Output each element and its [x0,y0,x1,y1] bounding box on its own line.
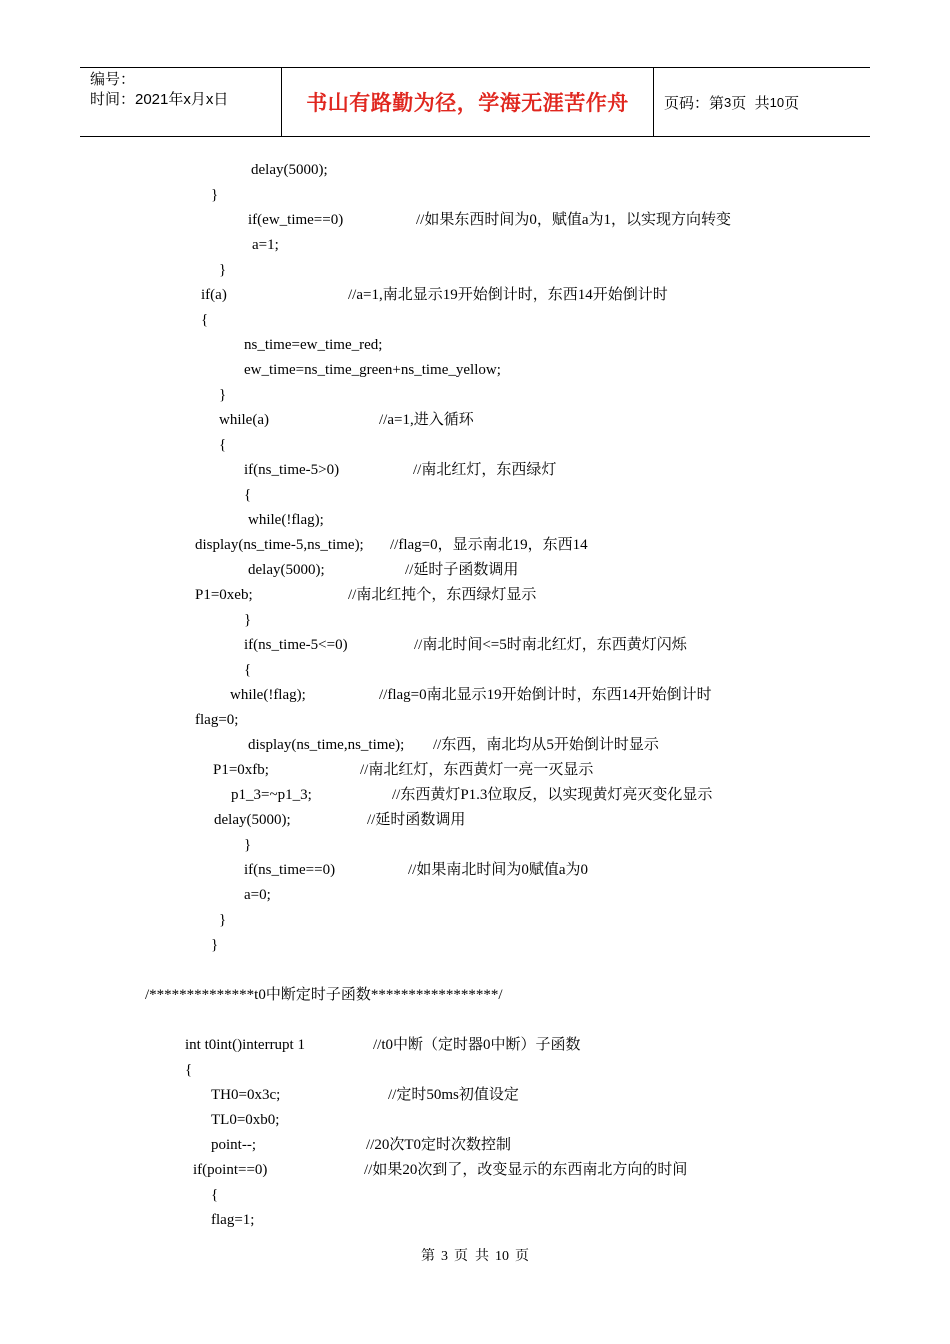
code-line [211,1185,218,1205]
code-text: } [219,912,227,928]
code-comment: //t0中断（定时器0中断）子函数 [373,1037,581,1053]
code-line [248,560,325,580]
code-text: flag=0; [195,712,239,728]
code-comment: //flag=0南北显示19开始倒计时，东西14开始倒计时 [379,687,712,703]
code-line [244,460,339,480]
page-suffix: 页 [784,94,800,112]
header-meta [80,68,282,136]
code-comment: //20次T0定时次数控制 [366,1137,511,1153]
code-line [244,335,382,355]
code-comment: //东西，南北均从5开始倒计时显示 [433,737,659,753]
code-line [195,585,253,605]
code-text: while(!flag); [230,687,306,703]
code-line [211,1210,254,1230]
code-line [219,260,226,280]
code-text: while(a) [219,412,269,428]
code-line [195,535,364,555]
code-text: { [185,1062,193,1078]
code-text: delay(5000); [251,162,328,178]
footer-prefix: 第 [421,1249,435,1264]
code-text: ew_time=ns_time_green+ns_time_yellow; [244,362,501,378]
code-text: { [219,437,227,453]
code-comment: //延时函数调用 [367,812,466,828]
footer-total: 10 [495,1249,509,1264]
code-line [252,235,279,255]
code-text: if(ns_time-5<=0) [244,637,348,653]
footer-mid: 页 共 [454,1249,489,1264]
code-text: int t0int()interrupt 1 [185,1037,305,1053]
code-comment: //如果南北时间为0赋值a为0 [408,862,588,878]
code-line [195,710,238,730]
code-text: if(ew_time==0) [248,212,344,228]
code-line [211,1085,280,1105]
code-line [211,185,218,205]
code-comment: //a=1,南北显示19开始倒计时，东西14开始倒计时 [348,287,668,303]
code-text: } [219,387,227,403]
code-line [244,635,348,655]
code-text: { [201,312,209,328]
code-line [185,1035,305,1055]
number-label: 编号： [90,71,136,88]
code-text: /**************t0中断定时子函数*****************/ [145,987,503,1003]
time-label: 时间：2021年x月x日 [90,91,229,108]
code-text: } [211,187,219,203]
code-text: flag=1; [211,1212,255,1228]
code-text: a=0; [244,887,271,903]
code-line [219,410,269,430]
code-line [211,1135,256,1155]
code-line [248,735,404,755]
page-total: 10 [769,94,785,110]
footer-suffix: 页 [515,1249,529,1264]
code-text: ns_time=ew_time_red; [244,337,383,353]
code-text: display(ns_time,ns_time); [248,737,405,753]
code-comment: //南北时间<=5时南北红灯，东西黄灯闪烁 [414,637,687,653]
footer-page: 3 [441,1249,448,1264]
page-prefix: 页码：第 [664,94,725,112]
code-line [214,810,291,830]
code-line [219,385,226,405]
code-text: if(ns_time-5>0) [244,462,340,478]
page-header [80,67,870,137]
code-line [231,785,312,805]
code-text: while(!flag); [248,512,324,528]
code-text: TL0=0xb0; [211,1112,280,1128]
code-line [145,985,503,1005]
code-comment: //南北红灯，东西黄灯一亮一灭显示 [360,762,594,778]
code-line [211,1110,279,1130]
code-text: a=1; [252,237,279,253]
code-text: delay(5000); [214,812,291,828]
code-line [244,835,251,855]
code-text: { [244,487,252,503]
code-text: } [219,262,227,278]
code-comment: //东西黄灯P1.3位取反，以实现黄灯亮灭变化显示 [392,787,713,803]
code-line [219,910,226,930]
code-comment: //a=1,进入循环 [379,412,474,428]
code-line [211,935,218,955]
code-text: } [211,937,219,953]
code-line [244,860,335,880]
code-comment: //延时子函数调用 [405,562,519,578]
code-comment: //如果20次到了，改变显示的东西南北方向的时间 [364,1162,688,1178]
code-text: p1_3=~p1_3; [231,787,312,803]
code-text: point--; [211,1137,256,1153]
code-comment: //南北红灯，东西绿灯 [413,462,557,478]
code-line [248,510,324,530]
code-line [244,360,501,380]
code-text: } [244,837,252,853]
page-mid: 页 共 [731,94,770,112]
code-comment: //flag=0，显示南北19，东西14 [390,537,588,553]
code-text: } [244,612,252,628]
code-line [244,610,251,630]
code-comment: //如果东西时间为0，赋值a为1，以实现方向转变 [416,212,731,228]
code-text: delay(5000); [248,562,325,578]
code-text: { [244,662,252,678]
code-line [251,160,328,180]
header-page-info [654,68,870,136]
page-number: 3 [724,94,732,110]
code-text: if(a) [201,287,227,303]
code-comment: //定时50ms初值设定 [388,1087,519,1103]
code-text: P1=0xeb; [195,587,253,603]
code-text: display(ns_time-5,ns_time); [195,537,364,553]
code-line [219,435,226,455]
code-line [244,485,251,505]
code-text: P1=0xfb; [213,762,269,778]
code-comment: //南北红扽个，东西绿灯显示 [348,587,537,603]
page-footer [0,1245,950,1265]
code-text: if(point==0) [193,1162,268,1178]
code-line [248,210,343,230]
header-motto: 书山有路勤为径，学海无涯苦作舟 [282,68,654,136]
code-text: { [211,1187,219,1203]
code-line [193,1160,267,1180]
code-line [244,885,271,905]
code-line [230,685,306,705]
code-line [201,285,227,305]
code-line [213,760,269,780]
code-line [244,660,251,680]
code-line [201,310,208,330]
code-text: if(ns_time==0) [244,862,336,878]
code-text: TH0=0x3c; [211,1087,281,1103]
code-line [185,1060,192,1080]
